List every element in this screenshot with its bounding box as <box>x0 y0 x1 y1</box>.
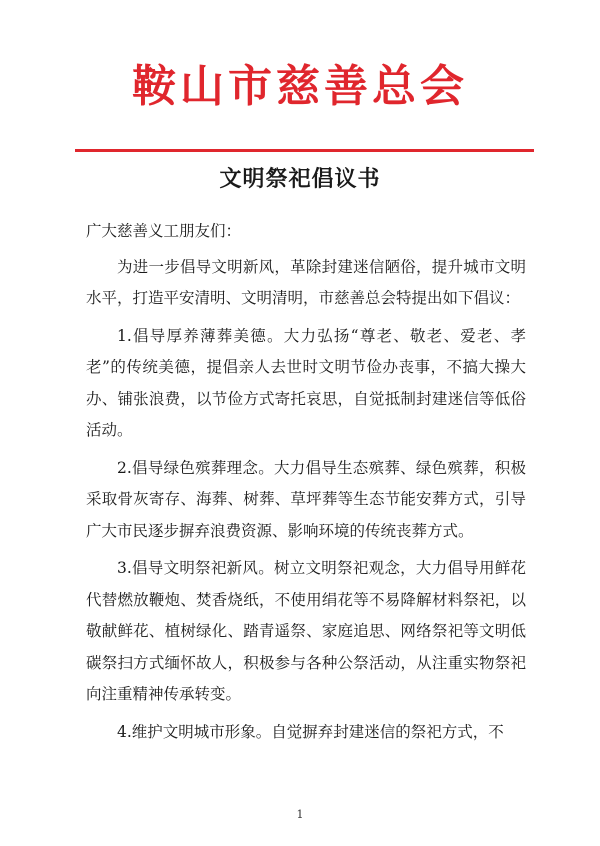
paragraph-item-4: 4.维护文明城市形象。自觉摒弃封建迷信的祭祀方式，不 <box>117 722 504 741</box>
document-body <box>86 216 526 754</box>
paragraph-item-2: 2.倡导绿色殡葬理念。大力倡导生态殡葬、绿色殡葬，积极采取骨灰寄存、海葬、树葬、草坪葬等生态节能安葬方式，引导广大市民逐步摒弃浪费资源、影响环境的传统丧葬方式。 <box>86 458 526 540</box>
salutation: 广大慈善义工朋友们： <box>86 222 242 240</box>
organization-letterhead: 鞍山市慈善总会 <box>132 61 468 112</box>
paragraph-intro: 为进一步倡导文明新风，革除封建迷信陋俗，提升城市文明水平，打造平安清明、文明清明，市慈善总会特提出如下倡议： <box>86 257 526 307</box>
paragraph-item-1: 1.倡导厚养薄葬美德。大力弘扬“尊老、敬老、爱老、孝老”的传统美德，提倡亲人去世时文明节俭办丧事，不搞大操大办、铺张浪费，以节俭方式寄托哀思，自觉抵制封建迷信等低俗活动。 <box>86 326 526 439</box>
page-number: 1 <box>296 808 304 821</box>
document-title: 文明祭祀倡议书 <box>219 166 381 192</box>
letterhead-divider <box>75 149 534 152</box>
paragraph-item-3: 3.倡导文明祭祀新风。树立文明祭祀观念，大力倡导用鲜花代替燃放鞭炮、焚香烧纸，不使用绢花等不易降解材料祭祀，以敬献鲜花、植树绿化、踏青遥祭、家庭追思、网络祭祀等文明低碳祭扫方式缅怀故人，积极参与各种公祭活动，从注重实物祭祀向注重精神传承转变。 <box>86 559 526 703</box>
